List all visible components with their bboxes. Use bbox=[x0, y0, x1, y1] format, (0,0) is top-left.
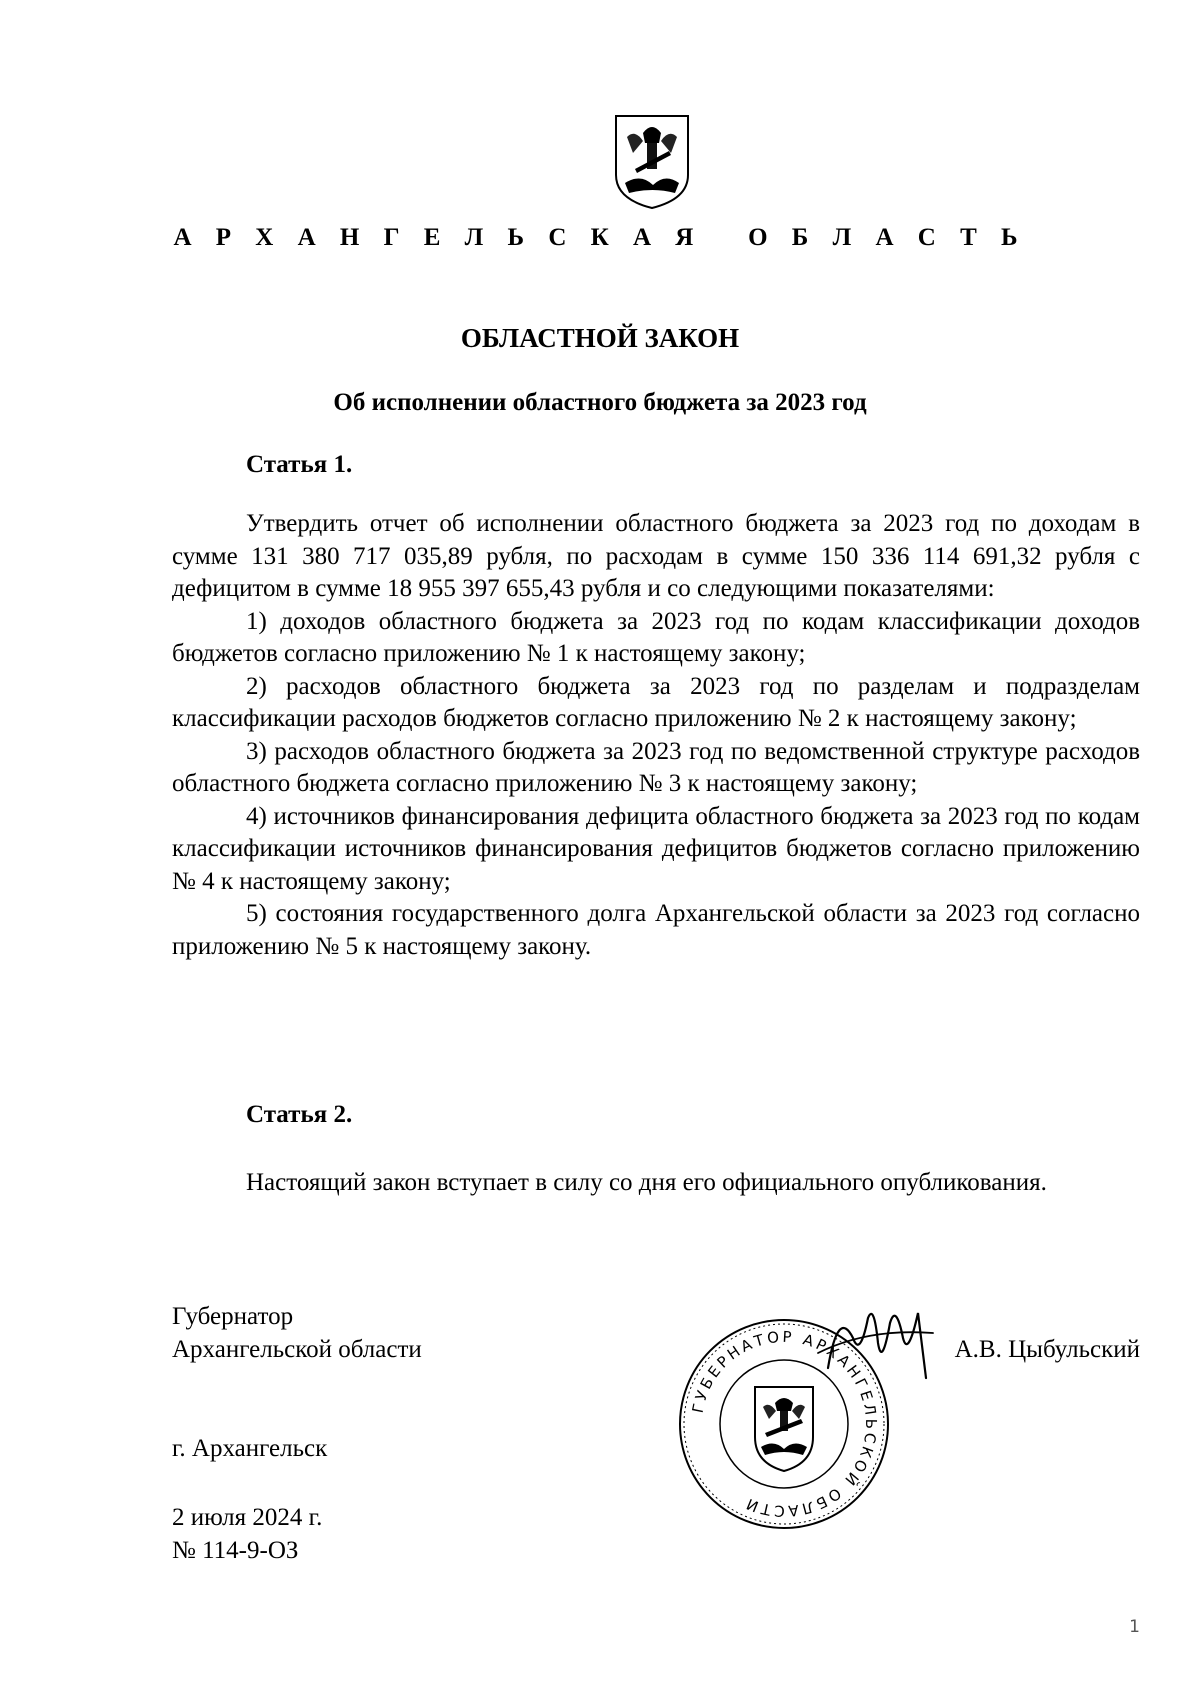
handwritten-signature-icon bbox=[808, 1298, 938, 1388]
signatory-name: А.В. Цыбульский bbox=[954, 1336, 1140, 1363]
article-1-item-5: 5) состояния государственного долга Архангельской области за 2023 год согласно приложению № 5 к настоящему закону. bbox=[172, 900, 1140, 960]
article-1-item-3: 3) расходов областного бюджета за 2023 год по ведомственной структуре расходов областного бюджета согласно приложению № 3 к настоящему закону; bbox=[172, 737, 1140, 797]
article-1-item-1: 1) доходов областного бюджета за 2023 год по кодам классификации доходов бюджетов согласно приложению № 1 к настоящему закону; bbox=[172, 607, 1140, 667]
article-2-body bbox=[172, 1167, 1140, 1200]
document-title: Об исполнении областного бюджета за 2023 год bbox=[333, 389, 867, 416]
article-1-item-2: 2) расходов областного бюджета за 2023 год по разделам и подразделам классификации расходов бюджетов согласно приложению № 2 к настоящему закону; bbox=[172, 672, 1140, 732]
article-1-body bbox=[172, 508, 1140, 963]
region-name: А Р Х А Н Г Е Л Ь С К А Я О Б Л А С Т Ь bbox=[173, 224, 1027, 251]
document-type: ОБЛАСТНОЙ ЗАКОН bbox=[460, 323, 740, 353]
signatory-position bbox=[172, 1301, 422, 1366]
arkhangelsk-crest-icon bbox=[613, 113, 691, 211]
article-1-item-4: 4) источников финансирования дефицита областного бюджета за 2023 год по кодам классификации источников финансирования дефицитов бюджетов согласно приложению № 4 к настоящему закону; bbox=[172, 802, 1140, 895]
article-2-text: Настоящий закон вступает в силу со дня его официального опубликования. bbox=[246, 1169, 1047, 1196]
law-date: 2 июля 2024 г. bbox=[172, 1504, 323, 1531]
place-of-signing: г. Архангельск bbox=[172, 1435, 328, 1462]
article-1-intro: Утвердить отчет об исполнении областного бюджета за 2023 год по доходам в сумме 131 380 717 035,89 рубля, по расходам в сумме 150 336 114 691,32 рубля с дефицитом в сумме 18 955 397 655,43 рубля и со следующими показателями: bbox=[172, 510, 1140, 602]
position-line-1: Губернатор bbox=[172, 1303, 294, 1330]
seal-text: ГУБЕРНАТОР АРХАНГЕЛЬСКОЙ ОБЛАСТИ bbox=[688, 1327, 881, 1521]
page-number: 1 bbox=[1129, 1617, 1140, 1637]
law-date-number bbox=[172, 1502, 322, 1567]
law-number: № 114-9-ОЗ bbox=[172, 1536, 299, 1564]
article-2-heading: Статья 2. bbox=[246, 1101, 353, 1128]
article-1-heading: Статья 1. bbox=[246, 451, 353, 478]
position-line-2: Архангельской области bbox=[172, 1335, 422, 1363]
